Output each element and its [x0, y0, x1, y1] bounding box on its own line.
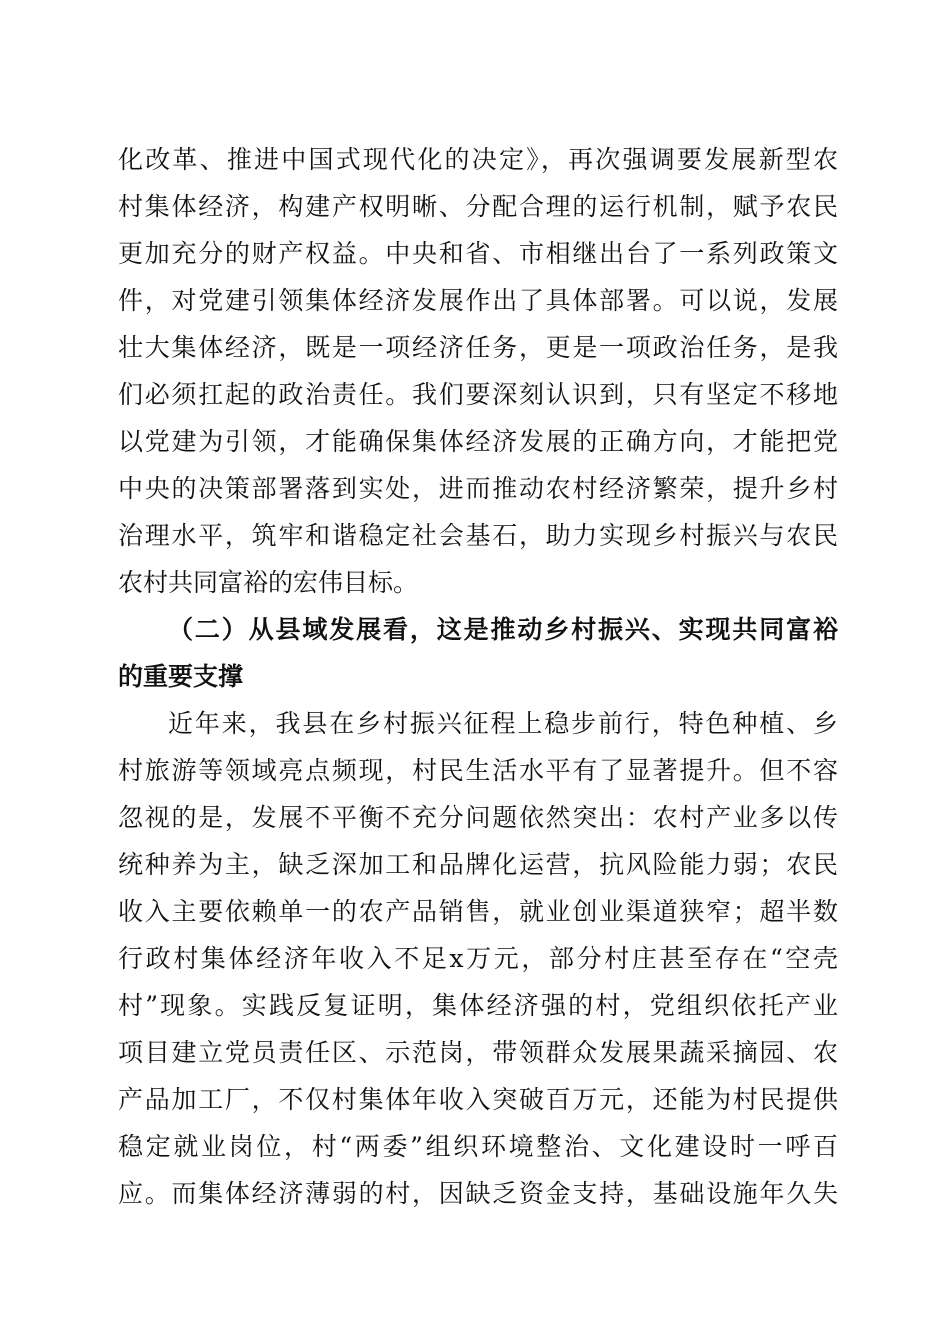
body-text-line: 件，对党建引领集体经济发展作出了具体部署。可以说，发展	[118, 286, 838, 315]
body-text-line: 项目建立党员责任区、示范岗，带领群众发展果蔬采摘园、农	[118, 1038, 838, 1067]
body-text-line: 统种养为主，缺乏深加工和品牌化运营，抗风险能力弱；农民	[118, 850, 838, 879]
body-text-line: 应。而集体经济薄弱的村，因缺乏资金支持，基础设施年久失	[118, 1179, 838, 1208]
body-text-line: 村旅游等领域亮点频现，村民生活水平有了显著提升。但不容	[118, 756, 838, 785]
section-heading-line: （二）从县域发展看，这是推动乡村振兴、实现共同富裕	[168, 615, 838, 644]
body-text-line: 村集体经济，构建产权明晰、分配合理的运行机制，赋予农民	[118, 192, 838, 221]
body-text-line: 稳定就业岗位，村“两委”组织环境整治、文化建设时一呼百	[118, 1132, 838, 1161]
body-text-line: 近年来，我县在乡村振兴征程上稳步前行，特色种植、乡	[168, 709, 838, 738]
body-text-line: 壮大集体经济，既是一项经济任务，更是一项政治任务，是我	[118, 333, 838, 362]
body-text-line: 更加充分的财产权益。中央和省、市相继出台了一系列政策文	[118, 239, 838, 268]
body-text-line: 村”现象。实践反复证明，集体经济强的村，党组织依托产业	[118, 991, 838, 1020]
body-text-line: 中央的决策部署落到实处，进而推动农村经济繁荣，提升乡村	[118, 474, 838, 503]
body-text-line: 收入主要依赖单一的农产品销售，就业创业渠道狭窄；超半数	[118, 897, 838, 926]
body-text-line: 以党建为引领，才能确保集体经济发展的正确方向，才能把党	[118, 427, 838, 456]
body-text-line: 产品加工厂，不仅村集体年收入突破百万元，还能为村民提供	[118, 1085, 838, 1114]
section-heading-line: 的重要支撑	[118, 662, 244, 691]
body-text-line: 治理水平，筑牢和谐稳定社会基石，助力实现乡村振兴与农民	[118, 521, 838, 550]
body-text-line: 化改革、推进中国式现代化的决定》，再次强调要发展新型农	[118, 145, 838, 174]
body-text-line: 们必须扛起的政治责任。我们要深刻认识到，只有坚定不移地	[118, 380, 838, 409]
body-text-line: 行政村集体经济年收入不足x万元，部分村庄甚至存在“空壳	[118, 944, 838, 973]
body-text-line: 农村共同富裕的宏伟目标。	[118, 568, 419, 597]
body-text-line: 忽视的是，发展不平衡不充分问题依然突出：农村产业多以传	[118, 803, 838, 832]
